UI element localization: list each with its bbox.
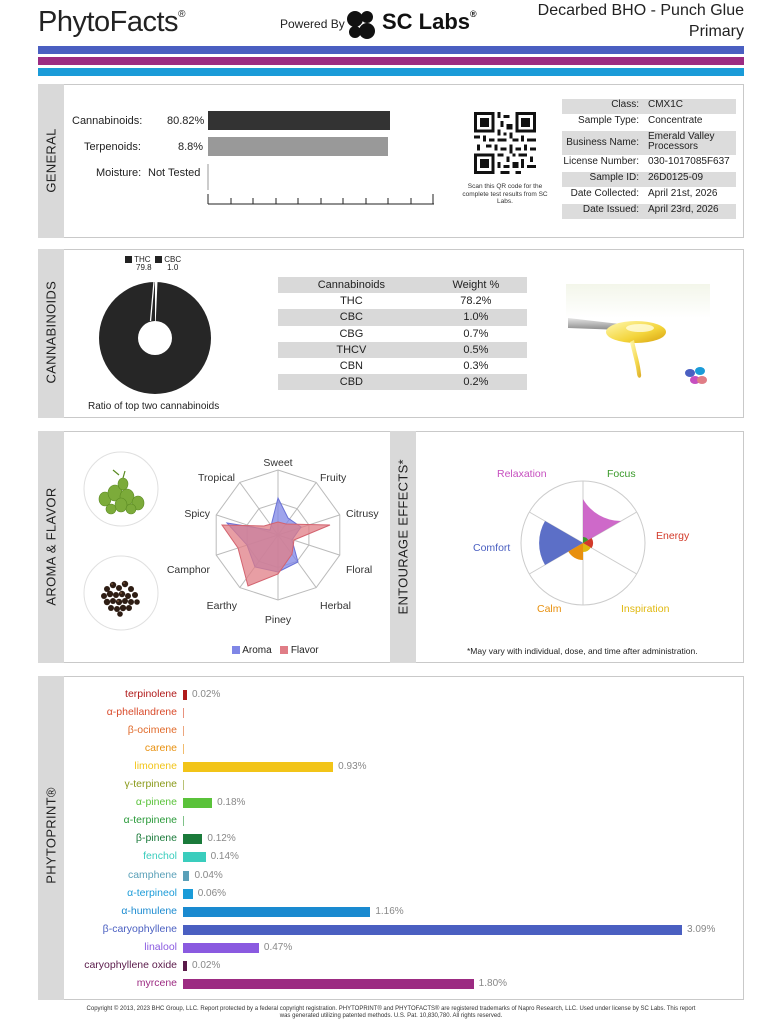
terpene-name: β-pinene <box>135 832 177 845</box>
terpene-name: camphene <box>127 868 177 881</box>
terpene-name: linalool <box>144 940 177 953</box>
terpene-name: fenchol <box>143 850 177 863</box>
thc-swatch-icon <box>125 256 132 263</box>
axis-label-camphor: Camphor <box>166 564 210 576</box>
cannabinoids-value: 80.82% <box>167 115 205 127</box>
terpene-value: 1.16% <box>375 905 404 917</box>
terpene-bar <box>183 816 184 826</box>
terpene-bar <box>183 889 193 899</box>
hops-image-icon <box>83 451 159 527</box>
terpene-bar <box>183 943 259 953</box>
axis-label-piney: Piney <box>264 614 292 626</box>
moisture-label: Moisture: <box>96 167 142 179</box>
terpene-bar <box>183 925 682 935</box>
info-row: Business Name: Emerald Valley Processors <box>562 131 736 155</box>
terpene-name: limonene <box>134 760 177 773</box>
axis-label-earthy: Earthy <box>206 600 237 612</box>
product-subtitle: Primary <box>688 23 744 40</box>
sc-labs-logo-icon <box>345 9 377 41</box>
cannabinoids-bar <box>208 111 390 130</box>
terpene-value: 0.06% <box>197 887 227 899</box>
terpene-name: myrcene <box>136 976 177 989</box>
terpene-name: α-terpinene <box>123 814 177 827</box>
terpene-bar <box>183 852 206 862</box>
calm-label: Calm <box>537 603 562 615</box>
terpene-bar <box>183 726 184 736</box>
cannabinoid-table <box>278 277 527 390</box>
table-row: CBC 1.0% <box>278 309 527 325</box>
terpenoids-bar <box>208 137 388 156</box>
terpene-bar <box>183 871 189 881</box>
peppercorns-image-icon <box>83 555 159 631</box>
terpene-value: 0.93% <box>338 761 367 773</box>
relaxation-label: Relaxation <box>497 468 547 480</box>
aroma-side <box>38 431 64 663</box>
flavor-swatch-icon <box>280 646 288 654</box>
sample-info-table <box>562 99 736 219</box>
terpene-bar <box>183 690 187 700</box>
general-side <box>38 84 64 238</box>
terpene-value: 0.12% <box>207 833 236 845</box>
aroma-flavor-radar-chart <box>160 448 390 634</box>
focus-label: Focus <box>607 468 636 480</box>
terpene-value: 3.09% <box>687 923 716 935</box>
info-row: Date Issued: April 23rd, 2026 <box>562 204 736 219</box>
copyright-footer: Copyright © 2013, 2023 BHC Group, LLC. Report protected by a federal copyright registration. PHYTOPRINT® and PHYTOFACTS® are registered trademarks of Napro Research, LLC. Used under license by SC Labs. This report was generated utilizing patented methods. U.S. Pat. 10,830,780. All rights reserved. <box>86 1006 696 1019</box>
info-row: Sample Type: Concentrate <box>578 115 703 126</box>
terpene-value: 1.80% <box>478 977 508 989</box>
info-row: Date Collected: April 21st, 2026 <box>570 188 718 199</box>
general-scale-axis <box>206 160 436 206</box>
header-stripe-purple <box>38 57 744 65</box>
terpene-name: terpinolene <box>125 688 177 700</box>
product-name: Decarbed BHO - Punch Glue <box>537 2 744 19</box>
terpene-bar <box>183 744 184 754</box>
cannabinoids-section-label: CANNABINOIDS <box>43 280 59 384</box>
lab-name: SC Labs® <box>382 9 477 34</box>
axis-label-floral: Floral <box>346 564 373 576</box>
axis-label-spicy: Spicy <box>184 508 210 520</box>
table-row: THCV 0.5% <box>278 342 527 358</box>
terpene-name: γ-terpinene <box>124 778 177 791</box>
phytoprint-section-label: PHYTOPRINT® <box>43 787 59 884</box>
terpene-name: β-ocimene <box>127 724 177 737</box>
info-row: Sample ID: 26D0125-09 <box>562 172 736 187</box>
terpene-bar <box>183 834 202 844</box>
terpene-value: 0.47% <box>263 941 293 953</box>
cannabinoid-ratio-donut <box>98 281 212 395</box>
header-stripe-cyan <box>38 68 744 76</box>
entourage-side <box>390 431 416 663</box>
donut-caption: Ratio of top two cannabinoids <box>88 401 220 412</box>
radar-legend: Aroma Flavor <box>232 645 319 656</box>
terpene-value: 0.02% <box>192 689 221 700</box>
table-row: CBG 0.7% <box>339 327 489 340</box>
axis-label-herbal: Herbal <box>320 600 351 612</box>
terpene-name: α-phellandrene <box>106 706 177 719</box>
terpene-name: carene <box>144 742 177 755</box>
terpene-value: 0.04% <box>194 869 223 881</box>
inspiration-label: Inspiration <box>621 603 670 615</box>
terpenoids-label: Terpenoids: <box>84 141 141 153</box>
energy-label: Energy <box>656 530 690 542</box>
entourage-footnote: *May vary with individual, dose, and time after administration. <box>467 646 698 656</box>
terpene-name: caryophyllene oxide <box>84 958 177 971</box>
entourage-effects-chart <box>520 480 646 606</box>
concentrate-dab-image-icon <box>562 282 722 394</box>
terpene-bar <box>183 907 370 917</box>
cbc-swatch-icon <box>155 256 162 263</box>
product-title <box>538 0 744 42</box>
terpene-bar <box>183 961 187 971</box>
terpene-value: 0.18% <box>217 797 246 809</box>
relaxation-wedge <box>583 499 621 543</box>
aroma-swatch-icon <box>232 646 240 654</box>
cannabinoid-table-header: Cannabinoids Weight % <box>278 277 527 293</box>
table-row: CBD 0.2% <box>278 374 527 390</box>
aroma-section-label: AROMA & FLAVOR <box>43 487 59 606</box>
header-stripe-blue <box>38 46 744 54</box>
moisture-value: Not Tested <box>148 167 201 179</box>
cannabinoids-label: Cannabinoids: <box>72 115 143 127</box>
powered-by-label: Powered By <box>280 17 345 31</box>
terpenoids-value: 8.8% <box>178 141 204 153</box>
general-section-label: GENERAL <box>43 128 59 193</box>
entourage-section-label: ENTOURAGE EFFECTS* <box>395 459 411 615</box>
axis-label-tropical: Tropical <box>198 472 235 484</box>
cannabinoids-side <box>38 249 64 418</box>
table-row: CBN 0.3% <box>339 360 489 373</box>
terpene-name: α-pinene <box>135 796 177 809</box>
axis-label-citrusy: Citrusy <box>346 508 379 520</box>
donut-legend: THC CBC 79.8 1.0 <box>125 256 181 272</box>
comfort-label: Comfort <box>473 542 511 554</box>
flavor-series <box>222 522 330 586</box>
terpene-name: β-caryophyllene <box>102 922 177 935</box>
brand-logo: PhytoFacts® <box>38 6 185 38</box>
qr-code-icon[interactable] <box>474 112 536 174</box>
terpene-bar <box>183 979 474 989</box>
axis-label-sweet: Sweet <box>263 457 293 469</box>
terpene-bar <box>183 798 212 808</box>
table-row: THC 78.2% <box>340 295 492 308</box>
terpene-value: 0.14% <box>210 851 239 863</box>
qr-caption: Scan this QR code for the complete test results from SC Labs. <box>462 183 548 205</box>
terpene-bar <box>183 708 184 718</box>
terpene-bar <box>183 762 333 772</box>
info-row: License Number: 030-1017085F637 <box>563 156 730 167</box>
axis-label-fruity: Fruity <box>320 472 347 484</box>
terpene-value: 0.02% <box>192 959 221 971</box>
info-row: Class: CMX1C <box>562 99 736 114</box>
terpene-name: α-terpineol <box>127 886 177 899</box>
terpene-name: α-humulene <box>121 904 177 917</box>
terpene-bar <box>183 780 184 790</box>
